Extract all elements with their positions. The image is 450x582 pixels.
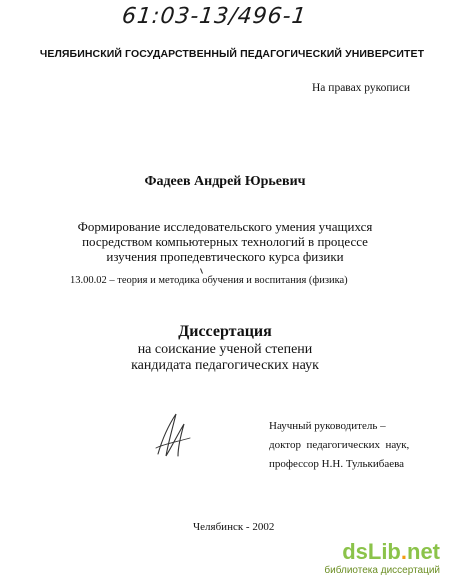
degree-line-1: на соискание ученой степени (137, 342, 313, 357)
watermark-logo (324, 541, 440, 563)
dissertation-heading: Диссертация (178, 323, 272, 340)
degree-line-2: кандидата педагогических наук (131, 358, 319, 373)
supervisor-line-1: Научный руководитель – (269, 420, 386, 432)
university-name: ЧЕЛЯБИНСКИЙ ГОСУДАРСТВЕННЫЙ ПЕДАГОГИЧЕСКИЙ УНИВЕРСИТЕТ (39, 48, 425, 60)
watermark (324, 541, 440, 576)
rights-note: На правах рукописи (312, 82, 410, 94)
thesis-title-line-1: Формирование исследовательского умения учащихся (77, 219, 373, 234)
specialty-code: 13.00.02 – теория и методика обучения и воспитания (физика) (70, 275, 348, 286)
handwritten-signature (148, 404, 198, 464)
thesis-title-line-2: посредством компьютерных технологий в процессе (82, 234, 368, 249)
watermark-subtitle: библиотека диссертаций (324, 565, 440, 576)
author-name: Фадеев Андрей Юрьевич (144, 174, 306, 189)
handwritten-archive-code: 61:03-13/496-1 (120, 4, 308, 29)
pen-tick-mark (200, 268, 203, 274)
thesis-title-line-3: изучения пропедевтического курса физики (106, 249, 344, 264)
watermark-logo-dot: . (400, 539, 407, 564)
watermark-logo-tld: net (407, 539, 440, 564)
supervisor-line-3: профессор Н.Н. Тулькибаева (269, 458, 405, 470)
supervisor-line-2: доктор педагогических наук, (269, 439, 410, 451)
watermark-logo-main: dsLib (342, 539, 401, 564)
city-year: Челябинск - 2002 (193, 521, 275, 533)
